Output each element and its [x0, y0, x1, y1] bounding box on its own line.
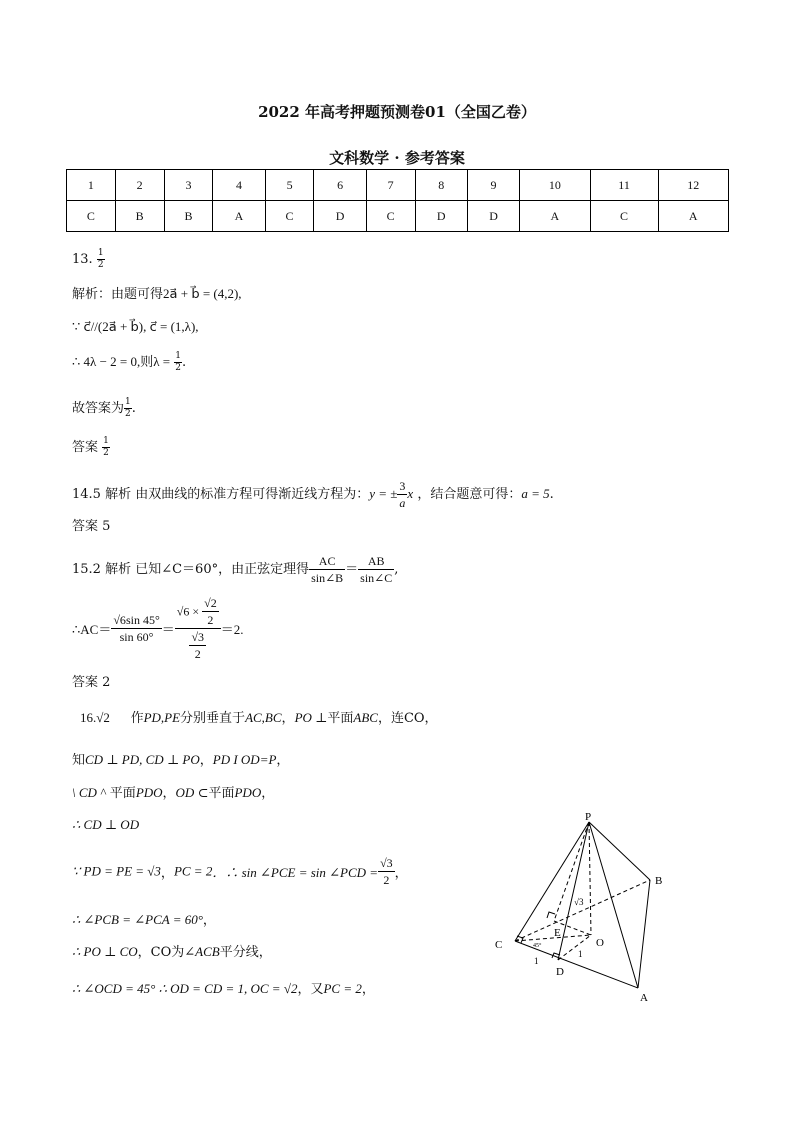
q13-l4-end: . — [131, 401, 136, 416]
edge-pa — [589, 822, 638, 988]
q13-l2-math: ∵ c⃗//(2a⃗ + b⃗), c⃗ = (1,λ), — [72, 319, 199, 334]
q13-l1-math: 2a⃗ + b⃗ = (4,2), — [163, 286, 242, 301]
q16-line-5 — [72, 855, 408, 888]
q16-line-6 — [72, 911, 216, 930]
q16-l7-a: ∴ PO ⊥ CO — [72, 944, 138, 959]
label-len-pd: √3 — [574, 897, 584, 907]
frac-den: 2 — [194, 647, 201, 661]
q15-l2-lead: ∴AC＝ — [72, 622, 112, 637]
q16-l2-d: PD I OD=P — [212, 752, 277, 767]
edge-pd — [558, 822, 589, 960]
q16-l6-b: ， — [202, 913, 216, 928]
q15-line-2 — [72, 595, 243, 662]
table-cell-answer: B — [115, 201, 164, 232]
q16-l2-a: 知 — [72, 753, 86, 768]
q15-end: , — [394, 562, 399, 577]
q13-line-2 — [72, 318, 199, 337]
q16-l3-a: \ CD ^ — [72, 785, 106, 800]
q14-y: y = ± — [369, 486, 398, 501]
q16-l1-f: PO ⊥ — [294, 710, 328, 725]
q16-l5-b: ， — [160, 866, 174, 881]
q15-frac-3 — [111, 612, 161, 645]
q16-l5-e: ， — [394, 866, 408, 881]
label-d: D — [556, 966, 564, 978]
q13-answer-label: 答案 — [72, 440, 99, 455]
q16-line-4: ∴ CD ⊥ OD — [72, 817, 140, 832]
q13-answer — [72, 436, 110, 459]
sqrt-6: √6 — [113, 613, 126, 627]
q13-l3-end: . — [182, 355, 187, 370]
frac-den: sin∠C — [360, 571, 393, 585]
q13-l1-prefix: 解析：由题可得 — [72, 287, 164, 302]
table-cell-answer: C — [590, 201, 658, 232]
q16-line-8 — [72, 980, 375, 999]
q13-l3-fraction — [174, 351, 182, 374]
q16-l1-e: ， — [281, 711, 295, 726]
label-a: A — [640, 992, 648, 1004]
sin45: sin 45° — [125, 613, 160, 627]
q15-eq-2: ＝ — [161, 622, 175, 637]
label-p: P — [585, 811, 592, 823]
frac-den: 2 — [103, 448, 109, 458]
q16-l1-h: ABC — [353, 710, 378, 725]
table-cell-answer: B — [164, 201, 213, 232]
frac-num: √3 — [380, 856, 393, 870]
q16-l1-i: ，连CO， — [377, 711, 438, 726]
q13-heading — [72, 248, 105, 271]
q15-frac-2 — [358, 553, 394, 586]
page-title: 2022 年高考押题预测卷01（全国乙卷） — [258, 103, 536, 121]
q16-l3-e: OD ⊂ — [175, 785, 209, 800]
edge-ba — [638, 880, 650, 988]
frac-num: √2 — [204, 596, 217, 610]
q16-l2-e: ， — [276, 753, 290, 768]
q13-l4-fraction — [124, 397, 132, 420]
frac-num: 1 — [103, 436, 109, 446]
q13-number: 13. — [72, 252, 93, 267]
table-cell-number: 10 — [520, 170, 590, 201]
q16-l2-b: CD ⊥ PD, CD ⊥ PO — [85, 752, 200, 767]
q14-result: a = 5 — [521, 486, 550, 501]
q15-frac-1 — [309, 553, 345, 586]
table-cell-answer: D — [415, 201, 467, 232]
inner-frac — [202, 595, 219, 628]
q16-line-3 — [72, 784, 274, 803]
frac-den: sin 60° — [119, 630, 154, 644]
q16-answer: √2 — [96, 710, 110, 725]
label-o: O — [596, 937, 604, 949]
frac-num — [175, 595, 221, 629]
q16-l5-c: PC = 2 — [173, 863, 213, 879]
table-cell-number: 7 — [366, 170, 415, 201]
q16-l3-d: ， — [162, 786, 176, 801]
q16-l7-b: ，CO为 — [137, 945, 185, 960]
q15-l2-end: ＝2. — [220, 622, 244, 637]
q14-prefix: 14.5 解析 由双曲线的标准方程可得渐近线方程为： — [72, 487, 370, 502]
q16-l1-d: AC,BC — [245, 710, 282, 725]
table-cell-answer: A — [213, 201, 265, 232]
table-cell-number: 8 — [415, 170, 467, 201]
frac-num: AB — [358, 553, 394, 570]
q16-l3-h: ， — [261, 786, 275, 801]
q14-line-1 — [72, 478, 554, 511]
q13-answer-fraction-2 — [102, 436, 110, 459]
q16-l1-b: PD,PE — [143, 710, 181, 725]
table-cell-number: 4 — [213, 170, 265, 201]
table-cell-answer: A — [658, 201, 728, 232]
q15-answer: 答案 2 — [72, 675, 111, 690]
frac-den — [175, 629, 221, 662]
q13-l4-text: 故答案为 — [72, 401, 125, 416]
inner-frac-den — [189, 629, 206, 662]
edge-pe — [554, 822, 589, 921]
frac-num — [111, 612, 161, 629]
label-len-cd: 1 — [534, 956, 539, 966]
frac-den: 2 — [383, 873, 390, 887]
table-cell-answer: A — [520, 201, 590, 232]
label-c: C — [495, 939, 503, 951]
table-cell-number: 2 — [115, 170, 164, 201]
q16-l8-b: ，又 — [297, 982, 324, 997]
q16-l8-a: ∴ ∠OCD = 45° ∴ OD = CD = 1, OC = √2 — [72, 981, 298, 996]
q16-line-1 — [80, 709, 438, 728]
frac-den: 2 — [207, 613, 214, 627]
q15-line-1 — [72, 553, 398, 586]
q14-end: . — [549, 487, 554, 502]
edge-po — [589, 822, 591, 935]
table-cell-answer: C — [265, 201, 314, 232]
table-cell-number: 11 — [590, 170, 658, 201]
table-cell-answer: C — [67, 201, 116, 232]
frac-den: 2 — [175, 363, 181, 373]
q16-l8-c: PC = 2 — [323, 981, 362, 996]
edge-co — [515, 935, 591, 941]
q16-l5-d: ．∴ sin ∠PCE = sin ∠PCD = — [212, 865, 379, 880]
frac-den: 2 — [97, 260, 104, 270]
q16-l5-fraction — [378, 855, 395, 888]
q14-x: x — [407, 486, 414, 501]
table-cell-answer: D — [314, 201, 366, 232]
table-row-answers — [67, 201, 729, 232]
q16-l3-g: PDO — [234, 785, 262, 800]
table-row-numbers — [67, 170, 729, 201]
q13-line-4 — [72, 397, 136, 420]
table-cell-answer: D — [467, 201, 519, 232]
frac-den: a — [399, 496, 406, 510]
q16-l3-b: 平面 — [109, 786, 136, 801]
frac-den: sin∠B — [311, 571, 344, 585]
q16-number: 16. — [80, 710, 97, 725]
right-angle-e — [547, 912, 555, 918]
frac-num: 1 — [125, 397, 131, 407]
frac-num: AC — [309, 553, 345, 570]
q16-l7-c: ∠ACB — [184, 944, 220, 959]
q16-l3-f: 平面 — [208, 786, 235, 801]
q16-l6-a: ∴ ∠PCB = ∠PCA = 60° — [72, 912, 203, 927]
q14-mid: ，结合题意可得： — [417, 487, 522, 502]
frac-den: 2 — [125, 409, 131, 419]
table-cell-number: 5 — [265, 170, 314, 201]
q16-l7-d: 平分线， — [219, 945, 272, 960]
q16-l1-g: 平面 — [327, 711, 354, 726]
pyramid-figure — [490, 808, 690, 1008]
table-cell-number: 12 — [658, 170, 728, 201]
edge-pb — [589, 822, 650, 880]
q16-line-2 — [72, 751, 289, 770]
q16-l1-c: 分别垂直于 — [180, 711, 246, 726]
table-cell-number: 1 — [67, 170, 116, 201]
q16-l1-a: 作 — [130, 711, 144, 726]
q13-l3-math: ∴ 4λ − 2 = 0,则λ = — [72, 354, 171, 369]
q13-answer-fraction — [97, 248, 105, 271]
edge-pc — [515, 822, 589, 941]
q16-l3-c: PDO — [135, 785, 163, 800]
q16-l5-a: ∵ PD = PE = √3 — [72, 863, 161, 879]
frac-num: 1 — [97, 248, 104, 258]
frac-num: 3 — [399, 479, 406, 493]
q15-prefix: 15.2 解析 已知∠C＝60°，由正弦定理得 — [72, 562, 310, 577]
table-cell-number: 9 — [467, 170, 519, 201]
label-e: E — [554, 927, 561, 939]
label-angle: 45° — [533, 943, 542, 949]
label-b: B — [655, 875, 663, 887]
q16-line-7 — [72, 943, 272, 962]
q13-line-3 — [72, 351, 186, 374]
q16-l2-c: ， — [199, 753, 213, 768]
q13-line-1 — [72, 285, 242, 304]
frac-num: 1 — [175, 351, 181, 361]
table-cell-answer: C — [366, 201, 415, 232]
q15-eq: ＝ — [345, 562, 359, 577]
label-len-od: 1 — [578, 949, 583, 959]
table-cell-number: 3 — [164, 170, 213, 201]
answer-table — [66, 169, 729, 232]
page-subtitle: 文科数学 · 参考答案 — [329, 149, 465, 167]
q15-frac-4 — [175, 595, 221, 662]
q14-fraction — [397, 478, 407, 511]
table-cell-number: 6 — [314, 170, 366, 201]
sqrt-6-times: √6 × — [176, 604, 200, 619]
q16-l8-d: ， — [361, 982, 375, 997]
frac-num: √3 — [191, 630, 205, 644]
q14-answer: 答案 5 — [72, 519, 111, 534]
